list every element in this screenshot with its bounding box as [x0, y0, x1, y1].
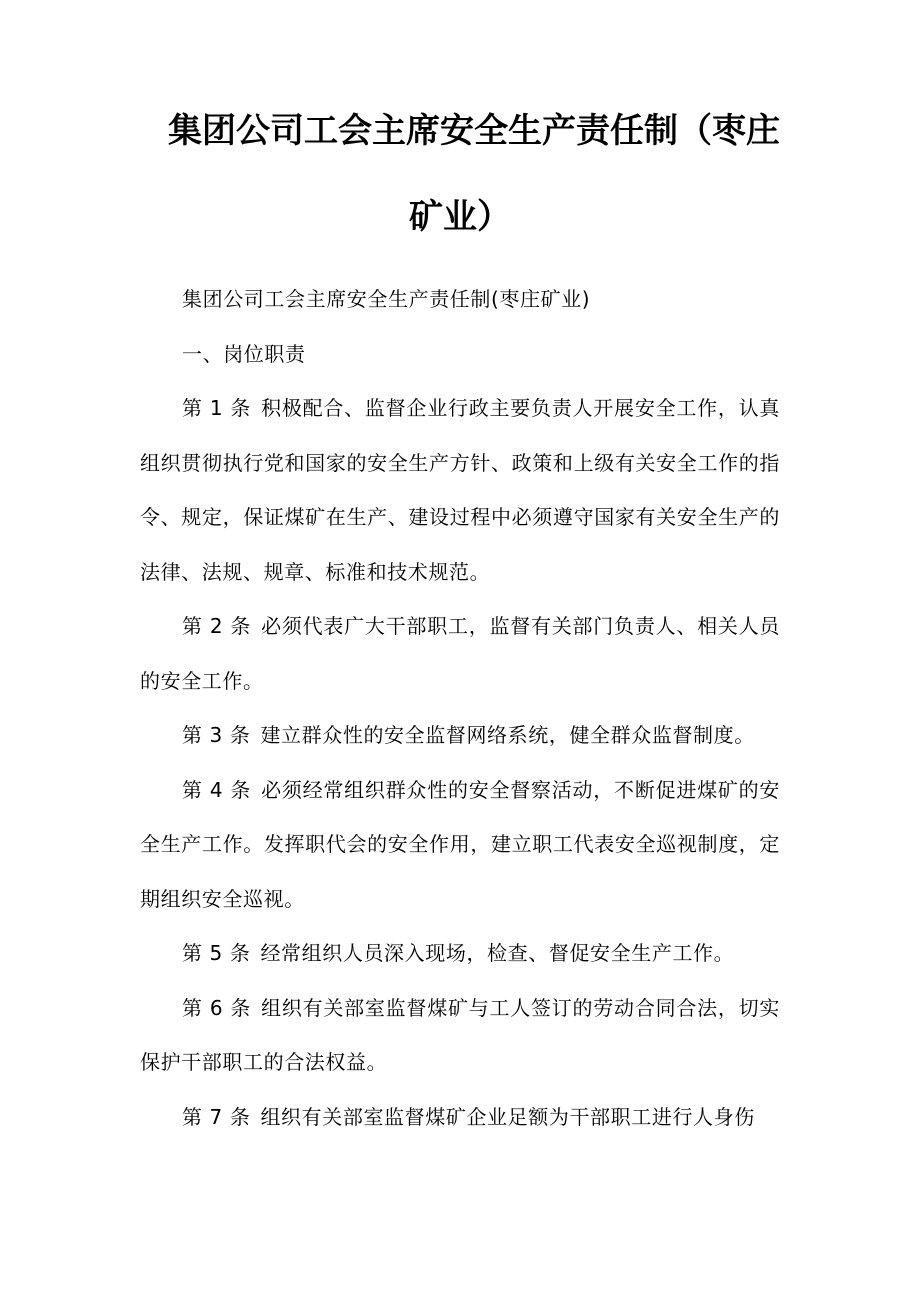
- article-label: 第 1 条: [182, 396, 252, 420]
- article-label: 第 2 条: [182, 614, 252, 638]
- document-title-line-2: 矿业）: [409, 197, 511, 237]
- article-text: 组织有关部室监督煤矿企业足额为干部职工进行人身伤: [260, 1104, 755, 1129]
- article-text: 经常组织人员深入现场，检查、督促安全生产工作。: [260, 941, 735, 965]
- article-text: 必须经常组织群众性的安全督察活动，不断促进煤矿的安全生产工作。发挥职代会的安全作用，建立职工代表安全巡视制度，定期组织安全巡视。: [140, 777, 780, 911]
- document-subtitle: 集团公司工会主席安全生产责任制(枣庄矿业): [182, 287, 591, 311]
- section-heading: 一、岗位职责: [182, 341, 306, 366]
- article-text: 必须代表广大干部职工，监督有关部门负责人、相关人员的安全工作。: [140, 614, 780, 693]
- article-label: 第 4 条: [182, 777, 252, 802]
- article-label: 第 5 条: [182, 941, 251, 965]
- article-7: [140, 1090, 780, 1145]
- article-text: 建立群众性的安全监督网络系统，健全群众监督制度。: [260, 723, 755, 747]
- document-title-line-1: 集团公司工会主席安全生产责任制（枣庄: [168, 111, 780, 151]
- article-4: [140, 763, 780, 927]
- article-6: [140, 981, 780, 1090]
- article-3: [140, 708, 780, 763]
- article-text: 组织有关部室监督煤矿与工人签订的劳动合同合法，切实保护干部职工的合法权益。: [140, 995, 780, 1074]
- article-text: 积极配合、监督企业行政主要负责人开展安全工作，认真组织贯彻执行党和国家的安全生产方针、政策和上级有关安全工作的指令、规定，保证煤矿在生产、建设过程中必须遵守国家有关安全生产的法律、法规、规章、标准和技术规范。: [140, 396, 780, 584]
- article-label: 第 6 条: [182, 995, 252, 1020]
- article-label: 第 7 条: [182, 1104, 251, 1129]
- article-label: 第 3 条: [182, 723, 251, 747]
- article-5: [140, 926, 780, 981]
- document-body: [140, 272, 780, 1144]
- article-2: [140, 599, 780, 708]
- article-1: [140, 381, 780, 599]
